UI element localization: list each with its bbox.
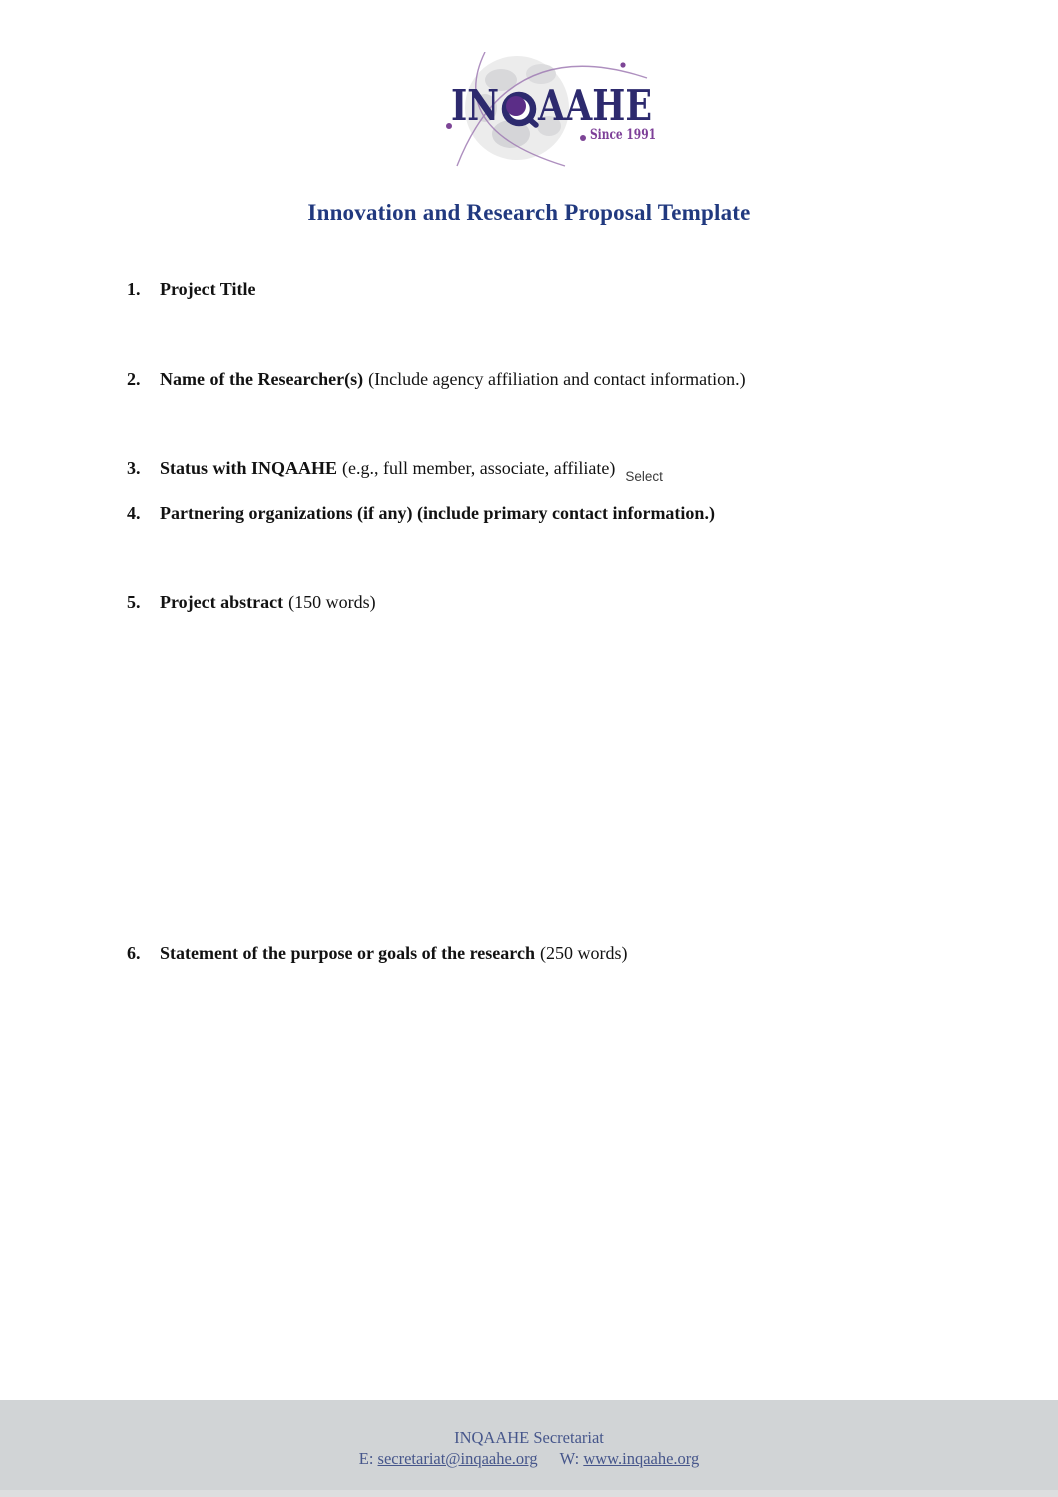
document-title: Innovation and Research Proposal Template: [307, 200, 751, 225]
item-label: Name of the Researcher(s): [160, 369, 364, 389]
item-inqaahe-status: [127, 458, 663, 484]
footer: [0, 1400, 1058, 1490]
footer-secretariat: INQAAHE Secretariat: [454, 1428, 604, 1447]
inqaahe-logo-graphic: [441, 52, 671, 172]
item-statement-of-purpose: [127, 943, 627, 964]
logo-tagline: Since 1991: [590, 127, 656, 143]
item-label: Project Title: [160, 279, 256, 299]
page-bottom-edge: [0, 1490, 1058, 1497]
item-note: (Include agency affiliation and contact information.): [368, 369, 746, 389]
footer-email-link[interactable]: secretariat@inqaahe.org: [377, 1449, 538, 1468]
item-number: 4.: [127, 503, 141, 523]
item-number: 5.: [127, 592, 141, 612]
item-number: 6.: [127, 943, 141, 963]
footer-website-link[interactable]: www.inqaahe.org: [583, 1449, 700, 1468]
inqaahe-logo: [441, 52, 671, 172]
item-label: Statement of the purpose or goals of the research: [160, 943, 535, 963]
item-label: Partnering organizations (if any) (include primary contact information.): [160, 503, 715, 523]
item-label: Status with INQAAHE: [160, 458, 338, 478]
logo-wordmark-right: AAHE: [537, 81, 652, 130]
item-number: 1.: [127, 279, 141, 299]
item-number: 2.: [127, 369, 141, 389]
item-note: (e.g., full member, associate, affiliate): [342, 458, 616, 478]
footer-contact-line: [0, 1448, 1058, 1469]
item-label: Project abstract: [160, 592, 284, 612]
item-researcher-name: [127, 369, 746, 390]
status-select-dropdown[interactable]: Select: [625, 469, 663, 484]
item-number: 3.: [127, 458, 141, 478]
item-note: (150 words): [288, 592, 376, 612]
item-project-abstract: [127, 592, 376, 613]
footer-email-prefix: E:: [358, 1449, 374, 1468]
item-project-title: [127, 279, 255, 300]
logo-wordmark-left: IN: [451, 81, 499, 130]
item-partnering-organizations: [127, 503, 715, 524]
footer-web-prefix: W:: [559, 1449, 580, 1468]
item-note: (250 words): [539, 943, 628, 963]
logo-q-icon: [505, 95, 536, 125]
